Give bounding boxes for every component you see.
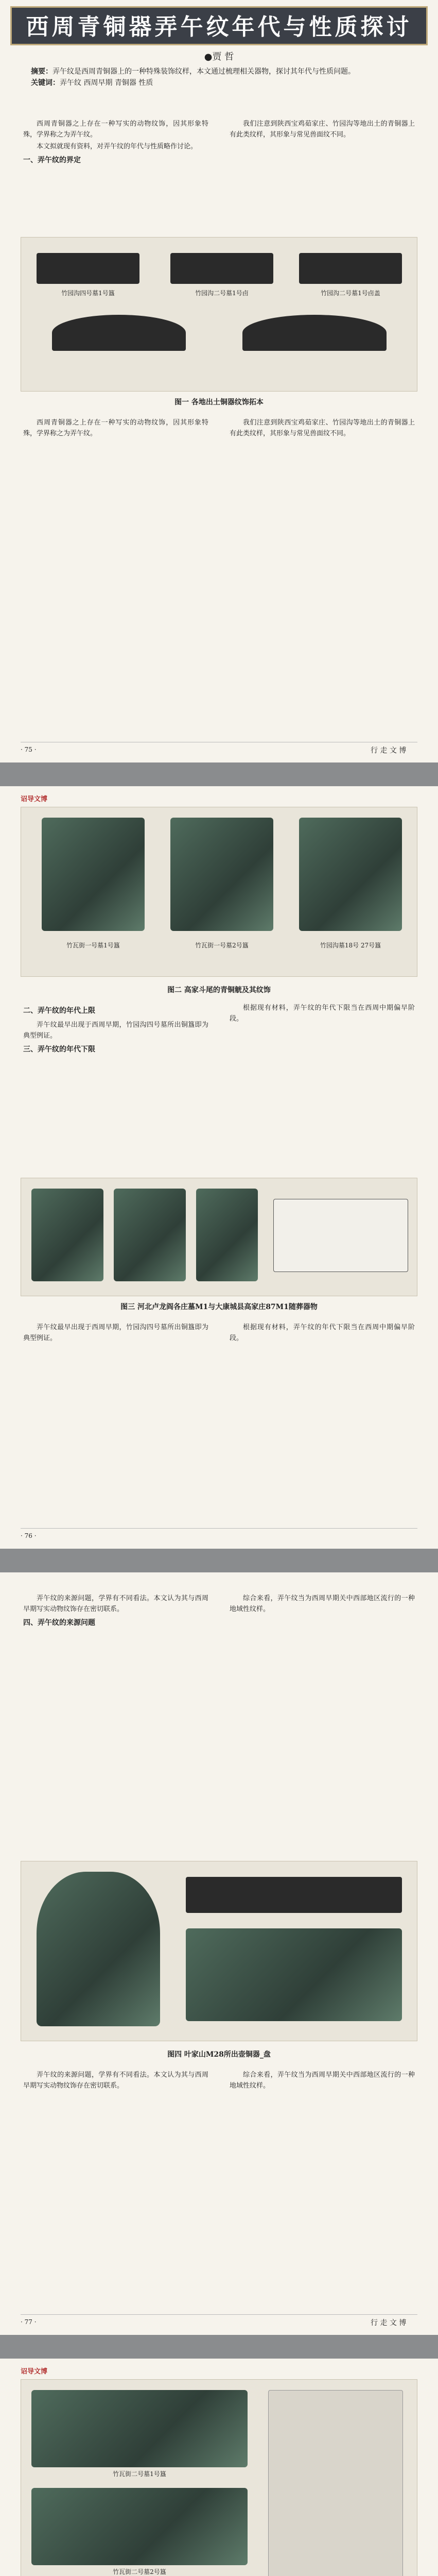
- bronze-photo: [196, 1189, 258, 1281]
- page3-right-column: [230, 1593, 415, 1616]
- page1-left-column: [23, 118, 208, 169]
- page-number: · 77 ·: [21, 2318, 37, 2326]
- rubbing-image: [170, 253, 273, 284]
- abstract-label: 摘要：: [31, 67, 52, 76]
- page2-lower-left: [23, 1322, 208, 1518]
- page-gap: [0, 2335, 438, 2359]
- figure-5: [21, 2379, 417, 2576]
- figure-label: 竹园沟二号墓1号卣盖: [321, 290, 380, 297]
- paragraph: 根据现有材料，弄午纹的年代下限当在西周中期偏早阶段。: [230, 1004, 415, 1023]
- page-gap: [0, 762, 438, 786]
- figure-3-caption: 图三 河北卢龙阎各庄墓M1与大康城县高家庄87M1随葬器物: [120, 1303, 318, 1311]
- figure-1: [21, 237, 417, 392]
- section-header: 行 走 文 博: [371, 2319, 407, 2327]
- section-header: 行 走 文 博: [371, 747, 407, 755]
- page-number: · 76 ·: [21, 1532, 37, 1539]
- bronze-photo: [31, 2488, 248, 2565]
- page1-lower-left: [23, 417, 208, 726]
- section-tag: 诏导文博: [21, 795, 48, 803]
- paragraph: 根据现有材料，弄午纹的年代下限当在西周中期偏早阶段。: [230, 1324, 415, 1342]
- bronze-photo: [31, 2390, 248, 2467]
- article-title: 西周青铜器弄午纹年代与性质探讨: [10, 6, 428, 45]
- abstract-text: 弄午纹是西周青铜器上的一种特殊装饰纹样，本文通过梳理相关器物，探讨其年代与性质问题。: [52, 67, 355, 76]
- author: ●贾 哲: [204, 52, 234, 62]
- paragraph: 本文拟就现有资料，对弄午纹的年代与性质略作讨论。: [37, 143, 198, 150]
- figure-4: [21, 1861, 417, 2041]
- figure-label: 竹瓦街二号墓1号簋: [113, 2470, 166, 2478]
- page-2: [0, 786, 438, 1549]
- bronze-photo: [299, 818, 402, 931]
- section-tag: 诏导文博: [21, 2368, 48, 2376]
- figure-label: 竹园沟墓18号 27号簋: [320, 942, 381, 949]
- keywords-label: 关键词：: [31, 79, 60, 87]
- bronze-photo: [31, 1189, 103, 1281]
- section-heading: 二、弄午纹的年代上限: [23, 1007, 95, 1015]
- figure-4-caption: 图四 叶家山M28所出壶铜器_盘: [167, 2050, 271, 2059]
- page-3: [0, 1572, 438, 2335]
- bronze-photo: [170, 818, 273, 931]
- section-heading: 三、弄午纹的年代下限: [23, 1045, 95, 1054]
- page1-right-column: [230, 118, 415, 141]
- paragraph: 综合来看，弄午纹当为西周早期关中西部地区流行的一种地域性纹样。: [230, 1595, 415, 1613]
- page-4: [0, 2359, 438, 2576]
- paragraph: 综合来看，弄午纹当为西周早期关中西部地区流行的一种地域性纹样。: [230, 2071, 415, 2090]
- figure-2-caption: 图二 高家斗尾的青铜觥及其纹饰: [167, 986, 271, 994]
- footer-rule: [21, 2314, 417, 2315]
- abstract: [31, 66, 407, 89]
- paragraph: 我们注意到陕西宝鸡茹家庄、竹园沟等地出土的青铜器上有此类纹样，其形象与常见兽面纹不同。: [230, 120, 415, 139]
- figure-label: 竹园沟四号墓1号簋: [61, 290, 115, 297]
- figure-3: [21, 1178, 417, 1296]
- figure-2: [21, 807, 417, 977]
- paragraph: 弄午纹最早出现于西周早期，竹园沟四号墓所出铜簋即为典型例证。: [23, 1021, 208, 1040]
- rubbing-image: [186, 1877, 402, 1913]
- paragraph: 弄午纹最早出现于西周早期，竹园沟四号墓所出铜簋即为典型例证。: [23, 1324, 208, 1342]
- paragraph: 弄午纹的来源问题，学界有不同看法。本文认为其与西周早期写实动物纹饰存在密切联系。: [23, 2071, 208, 2090]
- page3-left-column: [23, 1593, 208, 1632]
- section-heading: 四、弄午纹的来源问题: [23, 1619, 95, 1627]
- rubbing-image: [52, 315, 186, 351]
- bronze-photo: [114, 1189, 186, 1281]
- figure-label: 竹瓦街一号墓1号簋: [66, 942, 120, 949]
- figure-label: 竹瓦街二号墓2号簋: [113, 2568, 166, 2575]
- paragraph: 我们注意到陕西宝鸡茹家庄、竹园沟等地出土的青铜器上有此类纹样，其形象与常见兽面纹不同。: [230, 419, 415, 437]
- page2-lower-right: [230, 1322, 415, 1518]
- bronze-photo: [37, 1872, 160, 2026]
- keywords-text: 弄午纹 西周早期 青铜器 性质: [60, 79, 153, 87]
- page-number: · 75 ·: [21, 746, 37, 753]
- page3-lower-left: [23, 2070, 208, 2296]
- line-drawing: [273, 1199, 408, 1272]
- bronze-photo: [42, 818, 145, 931]
- footer-rule: [21, 1528, 417, 1529]
- figure-label: 竹园沟二号墓1号卣: [195, 290, 249, 297]
- line-drawing: [268, 2390, 403, 2576]
- rubbing-image: [299, 253, 402, 284]
- page2-right-column: [230, 1003, 415, 1025]
- paragraph: 西周青铜器之上存在一种写实的动物纹饰，因其形象特殊，学界称之为弄午纹。: [23, 419, 208, 437]
- figure-label: 竹瓦街一号墓2号簋: [195, 942, 249, 949]
- page-gap: [0, 1549, 438, 1572]
- bronze-photo: [186, 1928, 402, 2021]
- section-heading: 一、弄午纹的界定: [23, 156, 81, 164]
- page1-lower-right: [230, 417, 415, 726]
- page-1: [0, 0, 438, 762]
- page3-lower-right: [230, 2070, 415, 2296]
- rubbing-image: [242, 315, 387, 351]
- page2-left-column: [23, 1003, 208, 1058]
- paragraph: 西周青铜器之上存在一种写实的动物纹饰，因其形象特殊，学界称之为弄午纹。: [23, 120, 208, 139]
- figure-1-caption: 图一 各地出土铜器纹饰拓本: [174, 398, 264, 406]
- rubbing-image: [37, 253, 139, 284]
- paragraph: 弄午纹的来源问题，学界有不同看法。本文认为其与西周早期写实动物纹饰存在密切联系。: [23, 1595, 208, 1613]
